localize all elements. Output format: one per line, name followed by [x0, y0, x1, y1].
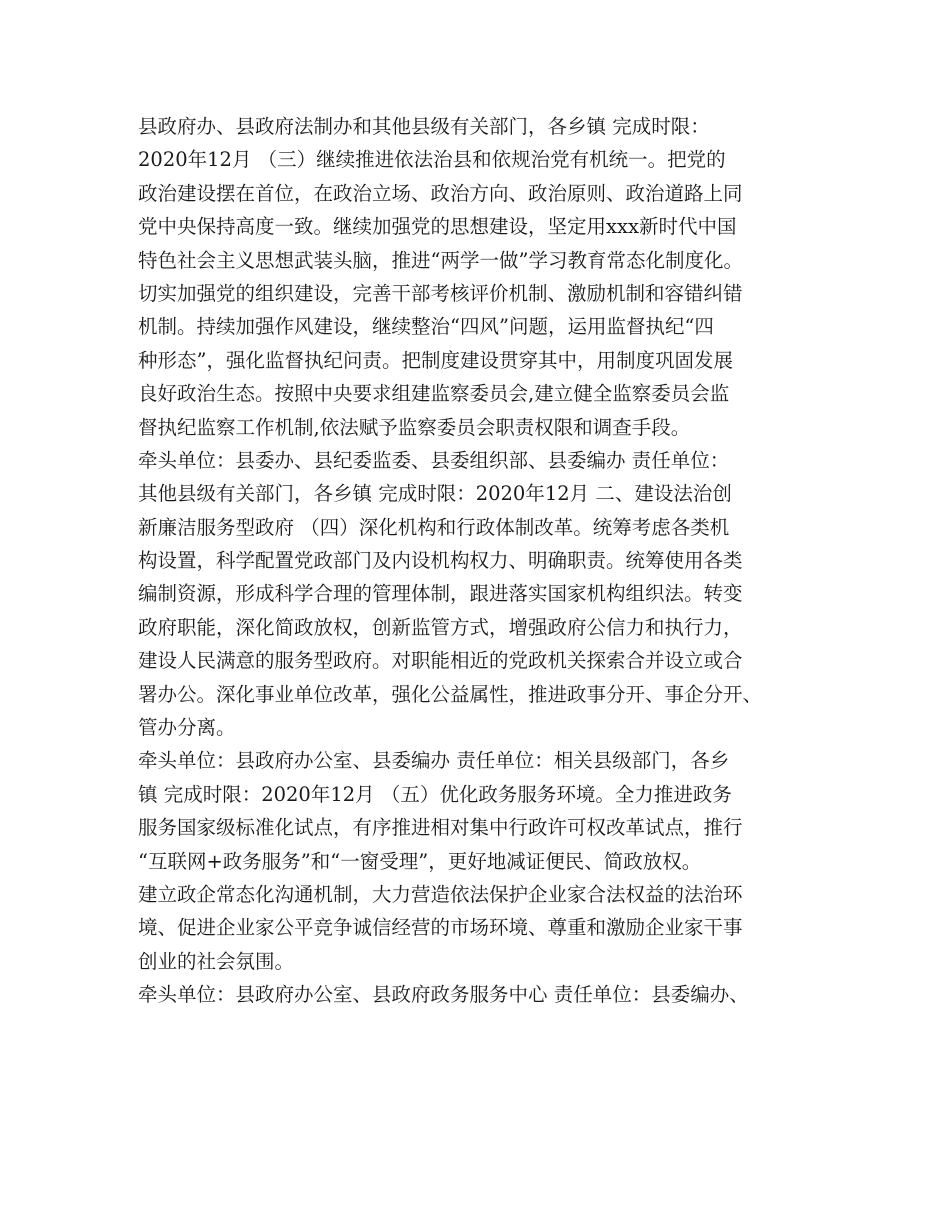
text-line-19: 管办分离。	[138, 716, 236, 740]
text-line-27: 牵头单位：县政府办公室、县政府政务服务中心 责任单位：县委编办、	[138, 983, 749, 1007]
text-line-8: 种形态”，强化监督执纪问责。把制度建设贯穿其中，用制度巩固发展	[138, 348, 733, 372]
text-line-24: 建立政企常态化沟通机制，大力营造依法保护企业家合法权益的法治环	[138, 882, 743, 906]
text-line-3: 政治建设摆在首位，在政治立场、政治方向、政治原则、政治道路上同	[138, 181, 743, 205]
text-line-25: 境、促进企业家公平竞争诚信经营的市场环境、尊重和激励企业家干事	[138, 916, 743, 940]
text-line-15: 编制资源，形成科学合理的管理体制，跟进落实国家机构组织法。转变	[138, 582, 743, 606]
text-line-21: 镇 完成时限：2020年12月 （五）优化政务服务环境。全力推进政务	[138, 782, 732, 806]
text-line-26: 创业的社会氛围。	[138, 949, 295, 973]
text-line-2: 2020年12月 （三）继续推进依法治县和依规治党有机统一。把党的	[138, 148, 726, 172]
text-line-22: 服务国家级标准化试点，有序推进相对集中行政许可权改革试点，推行	[138, 816, 743, 840]
text-line-13: 新廉洁服务型政府 （四）深化机构和行政体制改革。统筹考虑各类机	[138, 515, 730, 539]
text-line-10: 督执纪监察工作机制,依法赋予监察委员会职责权限和调查手段。	[138, 415, 691, 439]
text-line-7: 机制。持续加强作风建设，继续整治“四风”问题，运用监督执纪“四	[138, 315, 714, 339]
text-line-17: 建设人民满意的服务型政府。对职能相近的党政机关探索合并设立或合	[138, 649, 743, 673]
text-line-16: 政府职能，深化简政放权，创新监管方式，增强政府公信力和执行力，	[138, 615, 743, 639]
text-line-14: 构设置，科学配置党政部门及内设机构权力、明确职责。统筹使用各类	[138, 549, 743, 573]
text-line-5: 特色社会主义思想武装头脑，推进“两学一做”学习教育常态化制度化。	[138, 248, 743, 272]
text-line-4: 党中央保持高度一致。继续加强党的思想建设，坚定用xxx新时代中国	[138, 215, 737, 239]
text-line-12: 其他县级有关部门，各乡镇 完成时限：2020年12月 二、建设法治创	[138, 482, 732, 506]
text-line-20: 牵头单位：县政府办公室、县委编办 责任单位：相关县级部门，各乡	[138, 749, 730, 773]
text-line-23: “互联网+政务服务”和“一窗受理”，更好地减证便民、简政放权。	[138, 849, 702, 873]
document-body	[138, 110, 838, 1012]
text-line-9: 良好政治生态。按照中央要求组建监察委员会,建立健全监察委员会监	[138, 382, 730, 406]
text-line-6: 切实加强党的组织建设，完善干部考核评价机制、激励机制和容错纠错	[138, 281, 743, 305]
text-line-1: 县政府办、县政府法制办和其他县级有关部门，各乡镇 完成时限：	[138, 115, 710, 138]
text-line-18: 署办公。深化事业单位改革，强化公益属性，推进政事分开、事企分开、	[138, 682, 763, 706]
text-line-11: 牵头单位：县委办、县纪委监委、县委组织部、县委编办 责任单位：	[138, 448, 730, 472]
